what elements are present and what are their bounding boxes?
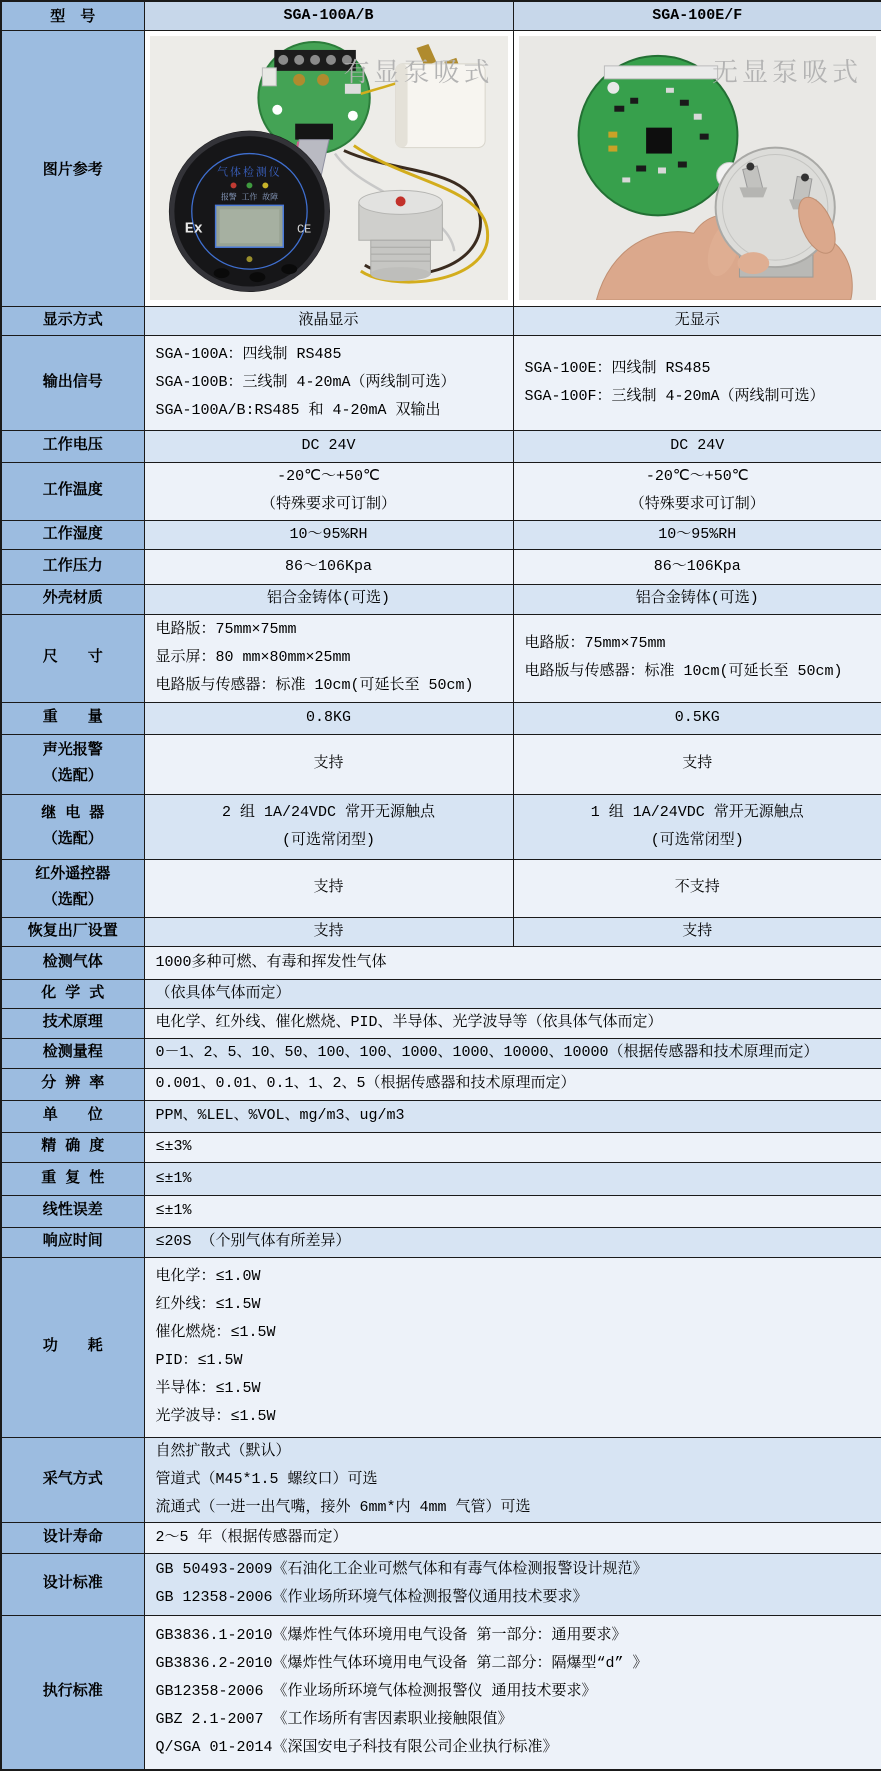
cell-line: 显示方式 [2,308,144,334]
spec-row-linearity-error [1,1195,881,1227]
cell-line: 电路版与传感器：标准 10cm(可延长至 50cm) [145,672,513,700]
cell-line: 显示屏：80 mm×80mm×25mm [145,644,513,672]
detector-led-labels: 报警 工作 故障 [220,191,277,202]
cell-line: GB3836.2-2010《爆炸性气体环境用电气设备 第二部分：隔爆型“d” 》 [145,1650,881,1678]
spec-row-working-pressure [1,549,881,584]
cell-line: GB 50493-2009《石油化工企业可燃气体和有毒气体检测报警设计规范》 [145,1556,881,1584]
cell-design-standard [144,1553,881,1615]
cell-line: 支持 [514,918,881,946]
spec-row-working-temperature [1,462,881,520]
cell-technical-principle [144,1008,881,1038]
row-label-response-time [1,1227,144,1257]
cell-line: 管道式（M45*1.5 螺纹口）可选 [145,1466,881,1494]
cell-line: 重 量 [2,705,144,731]
spec-row-technical-principle [1,1008,881,1038]
cell-line: 红外线：≤1.5W [145,1291,881,1319]
cell-line: 铝合金铸体(可选) [514,585,881,613]
cell-working-pressure-a [144,549,513,584]
cell-working-humidity-a [144,520,513,549]
cell-line: （特殊要求可订制） [145,491,513,519]
row-label-relay [1,794,144,859]
row-label-chemical-formula [1,979,144,1008]
cell-line: 单 位 [2,1103,144,1129]
cell-dimensions-a [144,614,513,702]
spec-row-response-time [1,1227,881,1257]
row-label-power-consumption [1,1257,144,1437]
cell-line: 外壳材质 [2,586,144,612]
cell-line: 铝合金铸体(可选) [145,585,513,613]
cell-line: 支持 [145,918,513,946]
spec-row-working-voltage [1,430,881,462]
cell-line: 设计寿命 [2,1525,144,1551]
cell-working-pressure-b [513,549,881,584]
header-model-a: SGA-100A/B [144,1,513,30]
cell-line: 红外遥控器 [2,862,144,888]
cell-linearity-error [144,1195,881,1227]
product-photo-a [150,36,508,300]
cell-line: 自然扩散式（默认） [145,1438,881,1466]
header-row [1,1,881,30]
spec-row-repeatability [1,1162,881,1195]
cell-line: 无显示 [514,307,881,335]
cell-weight-a [144,702,513,734]
cell-line: 流通式（一进一出气嘴，接外 6mm*内 4mm 气管）可选 [145,1494,881,1522]
row-label-dimensions [1,614,144,702]
cell-line: 线性误差 [2,1198,144,1224]
spec-row-factory-reset [1,917,881,946]
cell-line: SGA-100E：四线制 RS485 [514,355,881,383]
cell-line: 86～106Kpa [145,553,513,581]
cell-line: 电化学：≤1.0W [145,1263,881,1291]
row-label-execution-standard [1,1615,144,1770]
cell-line: 2 组 1A/24VDC 常开无源触点 [145,799,513,827]
cell-output-signal-b [513,335,881,430]
cell-display-mode-b [513,306,881,335]
product-photo-cell-b [513,30,881,306]
cell-line: （特殊要求可订制） [514,491,881,519]
spec-row-working-humidity [1,520,881,549]
spec-row-gas-sampling-method [1,1437,881,1522]
spec-row-accuracy [1,1132,881,1162]
product-photo-cell-a [144,30,513,306]
cell-detected-gas [144,946,881,979]
cell-line: 工作温度 [2,478,144,504]
spec-row-chemical-formula [1,979,881,1008]
cell-line: （依具体气体而定） [145,980,881,1008]
row-label-technical-principle [1,1008,144,1038]
cell-line: 2～5 年（根据传感器而定） [145,1524,881,1552]
cell-line: GB 12358-2006《作业场所环境气体检测报警仪通用技术要求》 [145,1584,881,1612]
spec-row-housing-material [1,584,881,614]
row-label-detected-gas [1,946,144,979]
photo-row-label: 图片参考 [1,30,144,306]
cell-line: （选配） [2,764,144,790]
spec-row-power-consumption [1,1257,881,1437]
cell-line: -20℃～+50℃ [145,463,513,491]
cell-line: PID：≤1.5W [145,1347,881,1375]
row-label-working-voltage [1,430,144,462]
cell-line: 支持 [514,750,881,778]
cell-line: 电路版：75mm×75mm [514,630,881,658]
cell-line: 检测量程 [2,1040,144,1066]
photo-a-watermark: 有显泵吸式 [343,52,493,89]
cell-ir-remote-control-b [513,859,881,917]
cell-line: 光学波导：≤1.5W [145,1403,881,1431]
cell-line: -20℃～+50℃ [514,463,881,491]
cell-line: 支持 [145,874,513,902]
row-label-design-life [1,1522,144,1553]
cell-line: 液晶显示 [145,307,513,335]
spec-row-dimensions [1,614,881,702]
photo-row [1,30,881,306]
cell-response-time [144,1227,881,1257]
cell-line: (可选常闭型) [145,827,513,855]
cell-line: 不支持 [514,874,881,902]
detector-title: 气体检测仪 [217,164,282,179]
cell-line: 精 确 度 [2,1134,144,1160]
cell-line: 工作压力 [2,554,144,580]
detector-graphic [168,131,329,292]
cell-line: DC 24V [145,432,513,460]
cell-unit [144,1100,881,1132]
sensor-graphic [358,190,442,281]
cell-line: 电路版与传感器：标准 10cm(可延长至 50cm) [514,658,881,686]
row-label-resolution [1,1068,144,1100]
row-label-gas-sampling-method [1,1437,144,1522]
cell-working-humidity-b [513,520,881,549]
cell-line: 10～95%RH [145,521,513,549]
cell-line: 恢复出厂设置 [2,919,144,945]
spec-row-display-mode [1,306,881,335]
cell-display-mode-a [144,306,513,335]
cell-line: 0－1、2、5、10、50、100、100、1000、1000、10000、10000（根据传感器和技术原理而定） [145,1039,881,1067]
cell-line: GBZ 2.1-2007 《工作场所有害因素职业接触限值》 [145,1706,881,1734]
row-label-design-standard [1,1553,144,1615]
cell-line: SGA-100F：三线制 4-20mA（两线制可选） [514,383,881,411]
row-label-working-pressure [1,549,144,584]
cell-line: SGA-100A/B:RS485 和 4-20mA 双输出 [145,397,513,425]
spec-row-weight [1,702,881,734]
cell-line: Q/SGA 01-2014《深国安电子科技有限公司企业执行标准》 [145,1734,881,1762]
cell-line: 10～95%RH [514,521,881,549]
cell-line: ≤±1% [145,1197,881,1225]
cell-line: 0.8KG [145,704,513,732]
cell-line: 工作电压 [2,433,144,459]
cell-line: 分 辨 率 [2,1071,144,1097]
row-label-working-humidity [1,520,144,549]
cell-line: ≤±1% [145,1165,881,1193]
cell-working-temperature-b [513,462,881,520]
cell-line: GB3836.1-2010《爆炸性气体环境用电气设备 第一部分：通用要求》 [145,1622,881,1650]
row-label-housing-material [1,584,144,614]
cell-audible-visual-alarm-b [513,734,881,794]
cell-factory-reset-a [144,917,513,946]
row-label-weight [1,702,144,734]
spec-row-relay [1,794,881,859]
cell-line: 0.001、0.01、0.1、1、2、5（根据传感器和技术原理而定） [145,1070,881,1098]
cell-audible-visual-alarm-a [144,734,513,794]
spec-row-execution-standard [1,1615,881,1770]
cell-line: 功 耗 [2,1334,144,1360]
product-photo-b [519,36,877,300]
cell-resolution [144,1068,881,1100]
cell-detection-range [144,1038,881,1068]
spec-row-design-life [1,1522,881,1553]
photo-b-watermark: 无显泵吸式 [712,52,862,89]
spec-row-resolution [1,1068,881,1100]
cell-housing-material-a [144,584,513,614]
cell-line: 检测气体 [2,950,144,976]
row-label-factory-reset [1,917,144,946]
cell-line: 支持 [145,750,513,778]
cell-dimensions-b [513,614,881,702]
row-label-accuracy [1,1132,144,1162]
row-label-unit [1,1100,144,1132]
cell-line: 0.5KG [514,704,881,732]
cell-line: GB12358-2006 《作业场所环境气体检测报警仪 通用技术要求》 [145,1678,881,1706]
cell-factory-reset-b [513,917,881,946]
cell-ir-remote-control-a [144,859,513,917]
cell-output-signal-a [144,335,513,430]
cell-line: 化 学 式 [2,981,144,1007]
row-label-linearity-error [1,1195,144,1227]
header-model-label: 型 号 [1,1,144,30]
cell-line: 86～106Kpa [514,553,881,581]
cell-line: 设计标准 [2,1571,144,1597]
cell-weight-b [513,702,881,734]
cell-line: 催化燃烧：≤1.5W [145,1319,881,1347]
cell-design-life [144,1522,881,1553]
cell-working-voltage-b [513,430,881,462]
spec-row-unit [1,1100,881,1132]
cell-line: （选配） [2,827,144,853]
cell-line: DC 24V [514,432,881,460]
cell-line: 执行标准 [2,1679,144,1705]
cell-line: 1000多种可燃、有毒和挥发性气体 [145,949,881,977]
cell-line: 输出信号 [2,370,144,396]
row-label-detection-range [1,1038,144,1068]
row-label-display-mode [1,306,144,335]
cell-line: SGA-100A：四线制 RS485 [145,341,513,369]
cell-line: 技术原理 [2,1010,144,1036]
cell-line: 重 复 性 [2,1166,144,1192]
cell-working-voltage-a [144,430,513,462]
cell-chemical-formula [144,979,881,1008]
spec-row-detection-range [1,1038,881,1068]
cell-line: (可选常闭型) [514,827,881,855]
cell-relay-b [513,794,881,859]
cell-accuracy [144,1132,881,1162]
cell-relay-a [144,794,513,859]
cell-housing-material-b [513,584,881,614]
row-label-audible-visual-alarm [1,734,144,794]
row-label-working-temperature [1,462,144,520]
cell-line: 尺 寸 [2,645,144,671]
spec-row-audible-visual-alarm [1,734,881,794]
cell-line: 工作湿度 [2,522,144,548]
cell-line: 1 组 1A/24VDC 常开无源触点 [514,799,881,827]
spec-row-output-signal [1,335,881,430]
cell-line: 响应时间 [2,1229,144,1255]
cell-line: 采气方式 [2,1467,144,1493]
ex-mark: Ex [184,221,202,237]
cell-line: ≤±3% [145,1133,881,1161]
cell-line: ≤20S （个别气体有所差异） [145,1228,881,1256]
cell-power-consumption [144,1257,881,1437]
cell-line: SGA-100B：三线制 4-20mA（两线制可选） [145,369,513,397]
ce-mark: CE [296,222,310,236]
spec-row-design-standard [1,1553,881,1615]
cell-repeatability [144,1162,881,1195]
cell-line: 电路版：75mm×75mm [145,616,513,644]
header-model-b: SGA-100E/F [513,1,881,30]
spec-row-ir-remote-control [1,859,881,917]
cell-line: （选配） [2,888,144,914]
cell-working-temperature-a [144,462,513,520]
cell-line: 声光报警 [2,738,144,764]
cell-line: 半导体：≤1.5W [145,1375,881,1403]
cell-line: 电化学、红外线、催化燃烧、PID、半导体、光学波导等（依具体气体而定） [145,1009,881,1037]
cell-line: 继 电 器 [2,801,144,827]
cell-line: PPM、%LEL、%VOL、mg/m3、ug/m3 [145,1102,881,1130]
spec-row-detected-gas [1,946,881,979]
row-label-repeatability [1,1162,144,1195]
cell-gas-sampling-method [144,1437,881,1522]
row-label-ir-remote-control [1,859,144,917]
cell-execution-standard [144,1615,881,1770]
row-label-output-signal [1,335,144,430]
